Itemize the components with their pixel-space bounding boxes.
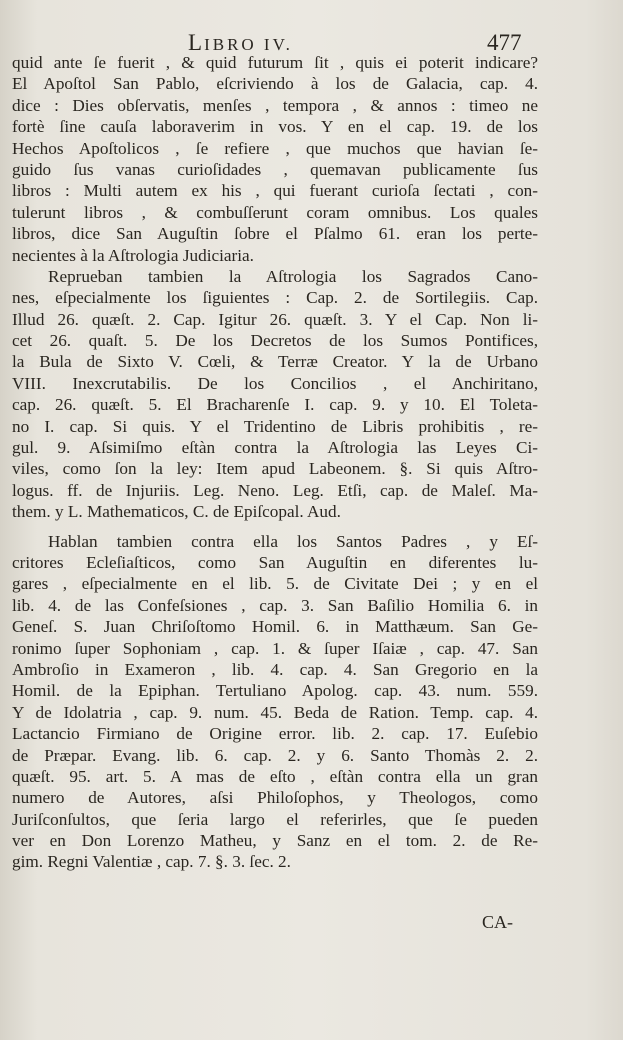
page-number: 477 [487,30,522,55]
text-line: cap. 26. quæſt. 5. El Bracharenſe I. cap. 9. y 10. El Toleta- [12,395,538,415]
text-line: Reprueban tambien la Aſtrologia los Sagrados Cano- [48,266,538,286]
running-head-initial: L [188,30,205,55]
text-line: viles, como ſon la ley: Item apud Labeonem. §. Si quis Aſtro- [12,459,538,479]
text-line: gim. Regni Valentiæ , cap. 7. §. 3. ſec. 2. [12,852,291,872]
text-line: them. y L. Mathematicos, C. de Epiſcopal. Aud. [12,502,341,522]
text-line: quid ante ſe fuerit , & quid futurum ſit , quis ei poterit indicare? [12,53,538,72]
text-line: Hechos Apoſtolicos , ſe refiere , que muchos que havian ſe- [12,138,538,158]
text-line: libros : Multi autem ex his , qui fuerant curioſa ſectati , con- [12,181,538,201]
catchword: CA- [482,912,513,932]
paragraph-p2 [12,266,538,523]
text-line: ver en Don Lorenzo Matheu, y Sanz en el tom. 2. de Re- [12,831,538,851]
text-line: nes, eſpecialmente los ſiguientes : Cap. 2. de Sortilegiis. Cap. [12,288,538,308]
text-line: quæſt. 95. art. 5. A mas de eſto , eſtàn contra ella un gran [12,766,538,786]
paragraph-gap [12,523,538,531]
text-line: El Apoſtol San Pablo, eſcriviendo à los de Galacia, cap. 4. [12,74,538,94]
text-line: necientes à la Aſtrologia Judiciaria. [12,245,254,265]
text-line: guido ſus vanas curioſidades , quemavan publicamente ſus [12,159,538,179]
running-head-rest: IBRO IV. [204,35,293,54]
text-line: Lactancio Firmiano de Origine error. lib. 2. cap. 17. Euſebio [12,724,538,744]
text-line: logus. ff. de Injuriis. Leg. Neno. Leg. Etſi, cap. de Maleſ. Ma- [12,480,538,500]
text-line: Ambroſio in Exameron , lib. 4. cap. 4. San Gregorio en la [12,659,538,679]
text-line: gul. 9. Aſsimiſmo eſtàn contra la Aſtrologia las Leyes Ci- [12,438,538,458]
text-line: libros, dice San Auguſtin ſobre el Pſalmo 61. eran los perte- [12,224,538,244]
text-line: tulerunt libros , & combuſſerunt coram omnibus. Los quales [12,202,538,222]
text-line: Juriſconſultos, que ſeria largo el referirles, que ſe pueden [12,809,538,829]
body-text [12,52,538,873]
text-line: la Bula de Sixto V. Cœli, & Terræ Creator. Y la de Urbano [12,352,538,372]
text-line: VIII. Inexcrutabilis. De los Concilios , el Anchiritano, [12,373,538,393]
paragraph-p3 [12,531,538,873]
text-line: numero de Autores, aſsi Philoſophos, y Theologos, como [12,788,538,808]
text-line: dice : Dies obſervatis, menſes , tempora , & annos : timeo ne [12,95,538,115]
text-line: Illud 26. quæſt. 2. Cap. Igitur 26. quæſt. 3. Y el Cap. Non li- [12,309,538,329]
text-line: critores Ecleſiaſticos, como San Auguſtin en diferentes lu- [12,552,538,572]
text-line: fortè ſine cauſa laboraverim in vos. Y en el cap. 19. de los [12,117,538,137]
text-line: ronimo ſuper Sophoniam , cap. 1. & ſuper Iſaiæ , cap. 47. San [12,638,538,658]
text-line: cet 26. quaſt. 5. De los Decretos de los Sumos Pontifices, [12,331,538,351]
text-line: Hablan tambien contra ella los Santos Padres , y Eſ- [48,531,538,551]
text-line: Geneſ. S. Juan Chriſoſtomo Homil. 6. in Matthæum. San Ge- [12,617,538,637]
text-line: de Præpar. Evang. lib. 6. cap. 2. y 6. Santo Thomàs 2. 2. [12,745,538,765]
paragraph-p1 [12,52,538,266]
text-line: gares , eſpecialmente en el lib. 5. de Civitate Dei ; y en el [12,574,538,594]
text-line: no I. cap. Si quis. Y el Tridentino de Libris prohibitis , re- [12,416,538,436]
text-line: lib. 4. de las Confeſsiones , cap. 3. San Baſilio Homilia 6. in [12,595,538,615]
text-line: Y de Idolatria , cap. 9. num. 45. Beda de Ration. Temp. cap. 4. [12,702,538,722]
text-line: Homil. de la Epiphan. Tertuliano Apolog. cap. 43. num. 559. [12,681,538,701]
